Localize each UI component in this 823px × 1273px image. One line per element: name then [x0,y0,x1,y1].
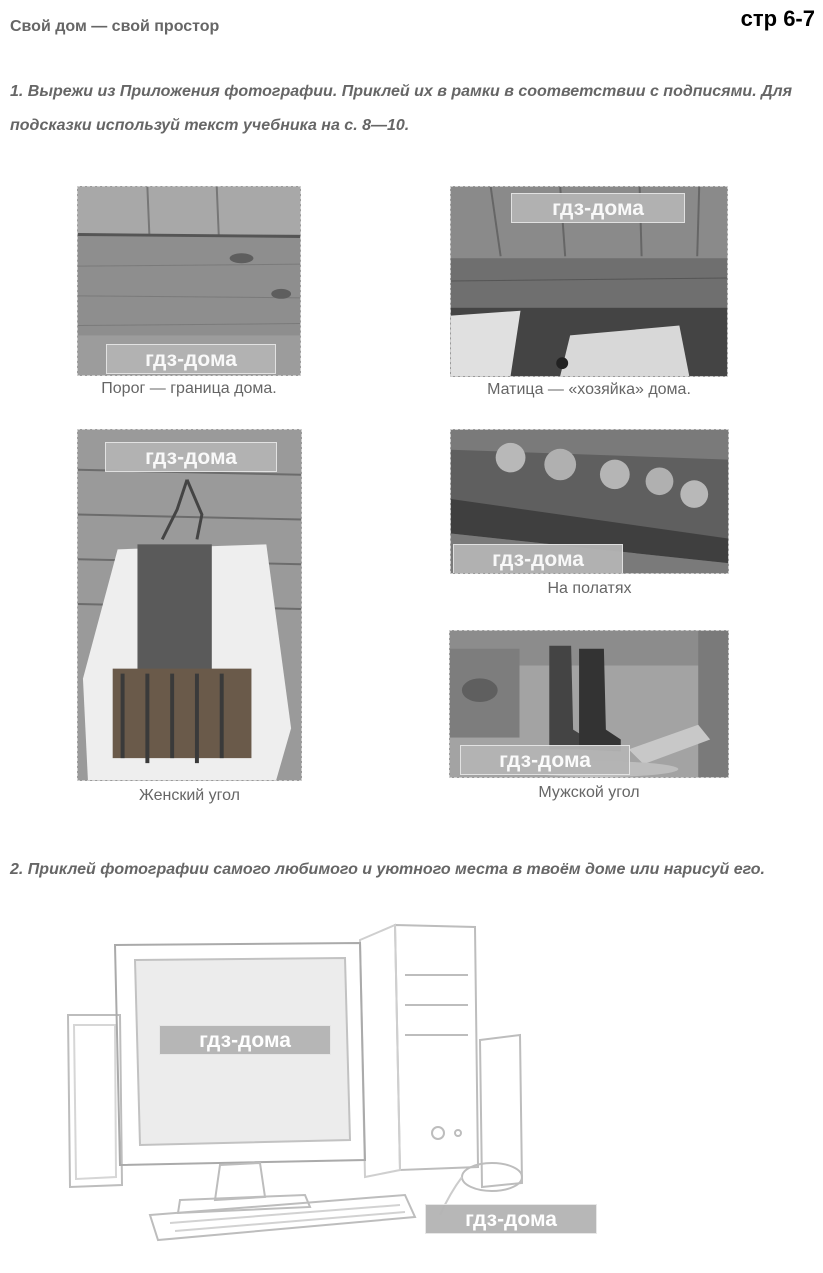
caption-mens-corner: Мужской угол [538,784,640,801]
caption-threshold: Порог — граница дома. [101,380,277,397]
task-2-text: 2. Приклей фотографии самого любимого и уютного места в твоём доме или нарисуй его. [10,861,765,878]
watermark: гдз-дома [460,745,630,775]
watermark: гдз-дома [106,344,276,374]
watermark: гдз-дома [511,193,685,223]
computer-sketch [60,915,580,1245]
caption-matitsa: Матица — «хозяйка» дома. [487,381,691,398]
photo-womens-corner [77,429,302,781]
task-1-text: 1. Вырежи из Приложения фотографии. Приклей их в рамки в соответствии с подписями. Для подсказки используй текст учебника на с. 8—10. [10,83,793,134]
caption-womens-corner: Женский угол [139,787,240,804]
watermark: гдз-дома [425,1204,597,1234]
watermark: гдз-дома [105,442,277,472]
photo-matitsa [450,186,728,377]
section-title: Свой дом — свой простор [10,18,220,35]
watermark: гдз-дома [159,1025,331,1055]
computer-drawing [60,915,580,1245]
caption-polati: На полатях [547,580,632,597]
photo-polati [450,429,729,574]
watermark: гдз-дома [453,544,623,574]
photo-threshold [77,186,301,376]
page-number: стр 6-7 [740,6,815,31]
photo-mens-corner [449,630,729,778]
lace-pillow-image [78,430,301,780]
